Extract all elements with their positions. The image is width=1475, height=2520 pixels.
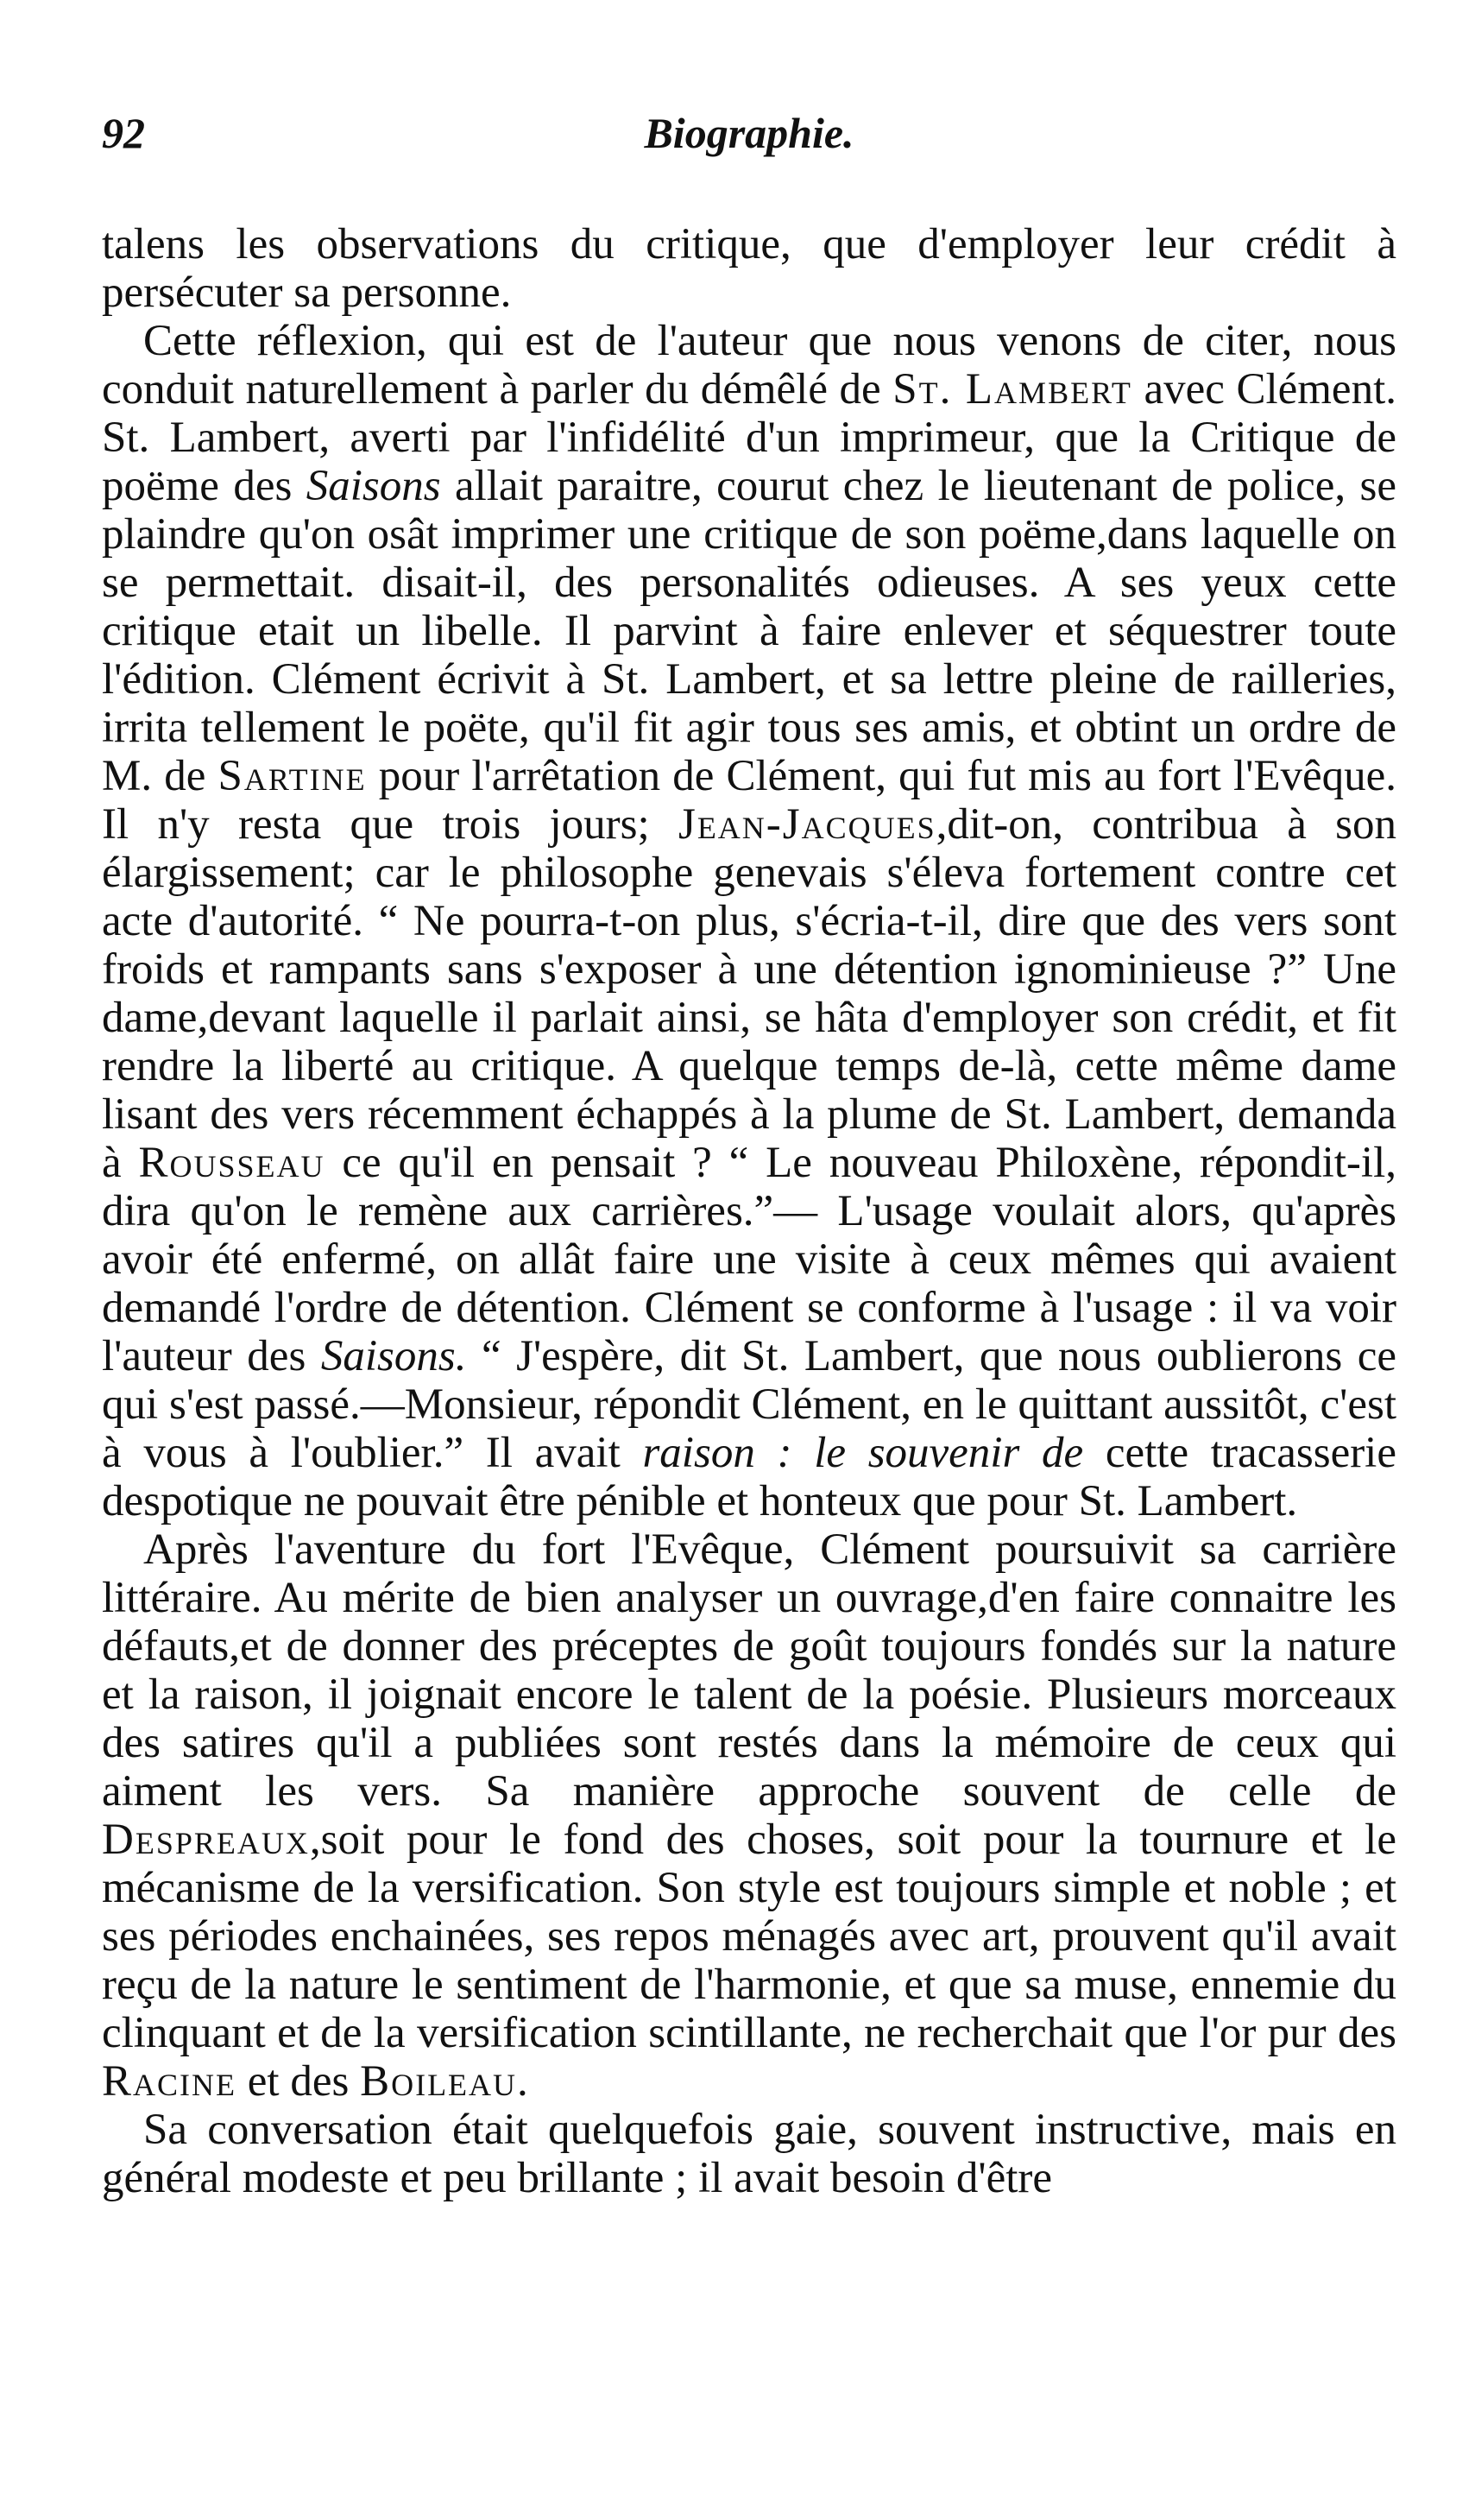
paragraph-3 <box>102 1525 1396 2106</box>
body-text <box>102 220 1396 2202</box>
page-number: 92 <box>102 109 145 157</box>
name-despreaux: Despreaux <box>102 1816 310 1864</box>
paragraph-2-text-3: allait paraitre, courut chez le lieutenant de police, se plaindre qu'on osât imprimer une critique de son poëme,dans laquelle on se permettait. disait-il, des personalités odieuses. A ses yeux cette critique etait un libelle. Il parvint à faire enlever et séquestrer toute l'édition. Clément écrivit à St. Lambert, et sa lettre pleine de railleries, irrita tellement le poëte, qu'il fit agir tous ses amis, et obtint un ordre de M. de <box>102 462 1396 800</box>
paragraph-3-text-2: ,soit pour le fond des choses, soit pour la tournure et le mécanisme de la versification. Son style est toujours simple et noble ; et ses périodes enchainées, ses repos ménagés avec art, prouvent qu'il avait reçu de la nature le sentiment de l'harmonie, et que sa muse, ennemie du clinquant et de la versification scintillante, ne recherchait que l'or pur des <box>102 1816 1396 2057</box>
running-title: Biographie. <box>644 109 854 157</box>
paragraph-2-text-5: ,dit-on, contribua à son élargissement; car le philosophe genevais s'éleva fortement contre cet acte d'autorité. “ Ne pourra-t-on plus, s'écria-t-il, dire que des vers sont froids et rampants sans s'exposer à une détention ignominieuse ?” Une dame,devant laquelle il parlait ainsi, se hâta d'employer son crédit, et fit rendre la liberté au critique. A quelque temps de-là, cette même dame lisant des vers récemment échappés à la plume de St. Lambert, demanda à <box>102 800 1396 1187</box>
name-boileau: Boileau <box>360 2057 518 2106</box>
paragraph-3-text-3: et des <box>236 2057 361 2106</box>
paragraph-2-text-2: avec Clément. St. Lambert, averti par l'infidélité d'un imprimeur, que la Critique de poëme des <box>102 365 1396 510</box>
paragraph-2-text-6: ce qu'il en pensait ? “ Le nouveau Philoxène, répondit-il, dira qu'on le remène aux carrières.”— L'usage voulait alors, qu'après avoir été enfermé, on allât faire une visite à ceux mêmes qui avaient demandé l'ordre de détention. Clément se conforme à l'usage : il va voir l'auteur des <box>102 1139 1396 1380</box>
paragraph-2-text-8: cette tracasserie despotique ne pouvait être pénible et honteux que pour St. Lambert. <box>102 1429 1396 1525</box>
name-rousseau: Rousseau <box>138 1139 325 1187</box>
name-jean-jacques: Jean-Jacques <box>678 800 936 849</box>
name-st-lambert: St. Lambert <box>892 365 1132 414</box>
emphasis-raison: raison : le souvenir de <box>642 1429 1084 1477</box>
paragraph-3-text-4: . <box>517 2057 528 2106</box>
name-racine: Racine <box>102 2057 237 2106</box>
name-sartine: Sartine <box>217 752 367 800</box>
title-saisons: Saisons <box>306 462 441 510</box>
title-saisons-second: Saisons. <box>320 1332 467 1380</box>
paragraph-2-text-7: “ J'espère, dit St. Lambert, que nous oublierons ce qui s'est passé.—Monsieur, répondit Clément, en le quittant aussitôt, c'est à vous à l'oublier.” Il avait <box>102 1332 1397 1477</box>
paragraph-4: Sa conversation était quelquefois gaie, souvent instructive, mais en général modeste et peu brillante ; il avait besoin d'être <box>102 2106 1396 2202</box>
paragraph-2 <box>102 317 1396 1525</box>
paragraph-1: talens les observations du critique, que d'employer leur crédit à persécuter sa personne. <box>102 220 1396 317</box>
book-page <box>102 108 1396 2202</box>
paragraph-2-text-4: pour l'arrêtation de Clément, qui fut mis au fort l'Evêque. Il n'y resta que trois jours; <box>102 752 1396 849</box>
paragraph-3-text-1: Après l'aventure du fort l'Evêque, Clément poursuivit sa carrière littéraire. Au mérite de bien analyser un ouvrage,d'en faire connaitre les défauts,et de donner des préceptes de goût toujours fondés sur la nature et la raison, il joignait encore le talent de la poésie. Plusieurs morceaux des satires qu'il a publiées sont restés dans la mémoire de ceux qui aiment les vers. Sa manière approche souvent de celle de <box>102 1525 1396 1816</box>
paragraph-2-text-1: Cette réflexion, qui est de l'auteur que nous venons de citer, nous conduit naturellement à parler du démêlé de <box>102 317 1396 414</box>
page-header <box>102 108 1396 177</box>
